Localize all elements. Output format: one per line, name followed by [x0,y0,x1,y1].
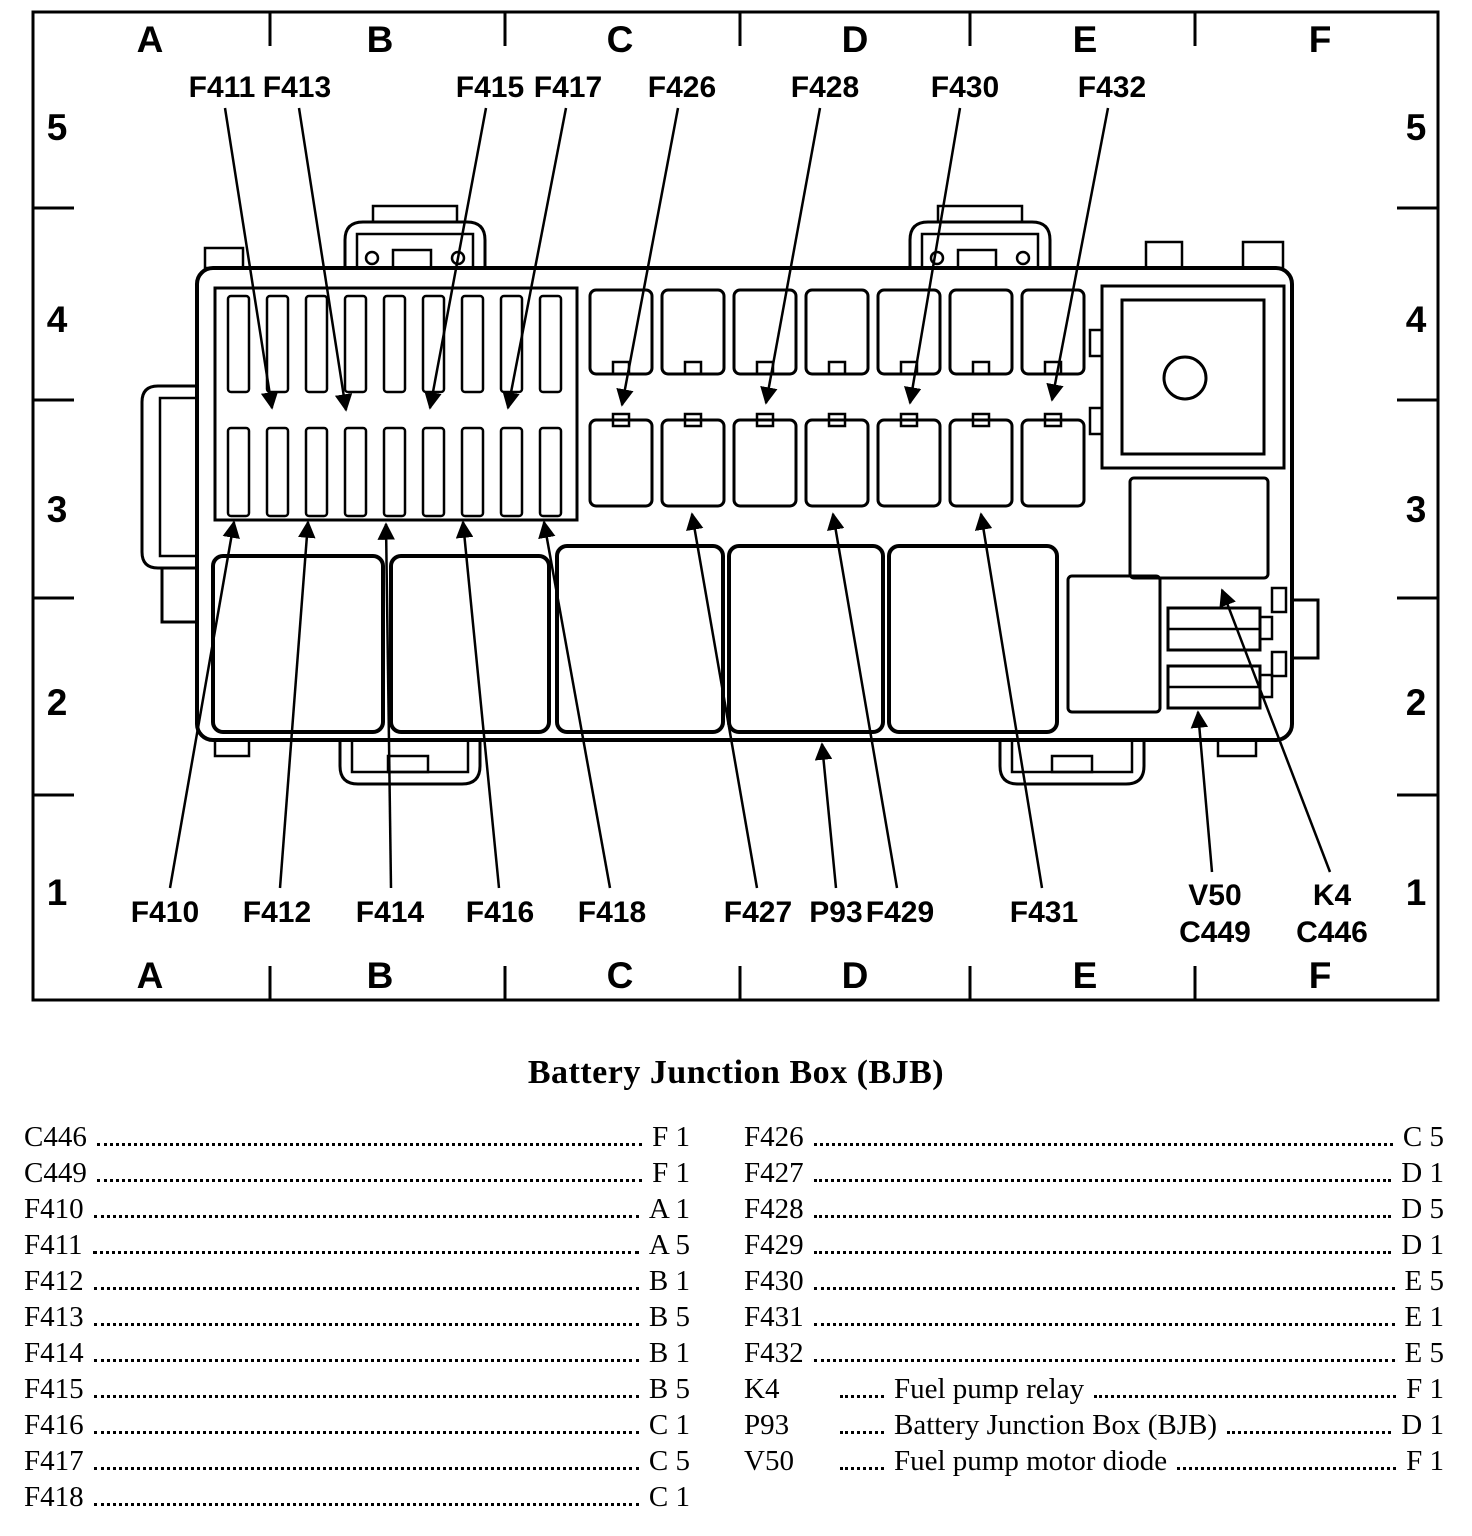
legend-ref: C 5 [648,1445,690,1477]
dot-leader [1177,1467,1396,1470]
callout-label: F413 [262,71,332,104]
grid-ticks-top [270,12,1195,46]
legend-label: F413 [24,1301,84,1333]
dot-leader [840,1431,884,1434]
legend-entry [24,1334,690,1370]
legend-entry [744,1442,1444,1478]
legend-ref: D 1 [1401,1409,1444,1441]
callout-label: F415 [455,71,525,104]
legend-label: F417 [24,1445,84,1477]
leader-line [544,522,610,888]
diagram-title: Battery Junction Box (BJB) [527,1054,945,1091]
dot-leader [94,1359,639,1362]
callout-labels-bottom [131,879,1368,949]
dot-leader [97,1143,642,1146]
grid-ticks-bottom [270,966,1195,1000]
legend-entry [744,1298,1444,1334]
relay-narrow [1068,576,1160,712]
mini-fuse-slot [267,296,288,392]
callout-labels-top [189,71,1147,104]
leader-line [981,514,1042,888]
row-label: 2 [46,682,68,723]
dot-leader [840,1395,884,1398]
cartridge-fuse [734,420,796,506]
legend-entry [744,1262,1444,1298]
legend-ref: C 1 [648,1409,690,1441]
callout-label: F417 [533,71,603,104]
row-label: 3 [46,489,68,530]
cartridge-fuse [806,420,868,506]
component-circle [1164,357,1206,399]
leader-line [170,522,234,888]
mini-fuse-slot [228,296,249,392]
callout-label: F414 [355,896,425,929]
legend-description: Fuel pump relay [894,1373,1085,1405]
legend-label: F414 [24,1337,84,1369]
legend-ref: A 5 [648,1229,690,1261]
dot-leader [94,1287,639,1290]
dot-leader [94,1215,639,1218]
legend-entry [24,1478,690,1514]
side-bracket-left [142,386,197,568]
legend-label: F429 [744,1229,804,1261]
column-label: C [606,955,634,996]
legend-label: F426 [744,1121,804,1153]
dot-leader [94,1323,639,1326]
row-label: 2 [1405,682,1427,723]
callout-label: F410 [130,896,200,929]
grid-column-labels-bottom [137,955,1332,996]
component-outline [1102,286,1284,468]
cartridge-fuse [950,420,1012,506]
dot-leader [814,1287,1395,1290]
leader-line [280,522,308,888]
row-label: 1 [46,872,68,913]
legend-ref: D 5 [1401,1193,1444,1225]
relay-k4-outline [1130,478,1268,578]
mini-fuse-slot [462,428,483,516]
cartridge-fuse [878,420,940,506]
mini-fuse-slot [501,428,522,516]
grid-row-labels-right [1406,107,1427,913]
mini-fuse-slot [423,428,444,516]
callout-label: F431 [1009,896,1079,929]
legend-column-right [734,1118,1444,1514]
callout-label: F426 [647,71,717,104]
legend-entry [24,1370,690,1406]
dot-leader [814,1143,1393,1146]
dot-leader [93,1251,639,1254]
legend-ref: E 1 [1404,1301,1444,1333]
legend-label: F410 [24,1193,84,1225]
callout-label-v50: V50 [1188,879,1242,912]
leader-line [508,108,566,408]
legend-label: K4 [744,1373,780,1405]
callout-label: F416 [465,896,535,929]
mounting-tab-bottom-left [340,740,480,784]
legend-ref: B 5 [648,1373,690,1405]
mini-fuse-slot [540,296,561,392]
leader-line [1222,590,1330,872]
legend-label: F415 [24,1373,84,1405]
leader-line [622,108,678,405]
legend-ref: B 5 [648,1301,690,1333]
dot-leader [814,1251,1392,1254]
dot-leader [94,1503,639,1506]
mini-fuse-slot [345,296,366,392]
legend-ref: D 1 [1401,1157,1444,1189]
callout-label: F411 [188,71,256,104]
legend-ref: D 1 [1401,1229,1444,1261]
legend-ref: F 1 [1406,1373,1444,1405]
legend-entry [24,1298,690,1334]
column-label: D [841,955,869,996]
dot-leader [94,1395,639,1398]
legend-label: V50 [744,1445,794,1477]
legend-label: F416 [24,1409,84,1441]
relay-row [213,546,1160,732]
dot-leader [814,1179,1392,1182]
legend-entry [744,1370,1444,1406]
mini-fuse-slot [228,428,249,516]
legend-entry [24,1118,690,1154]
legend-label: F432 [744,1337,804,1369]
mini-fuse-slot [384,428,405,516]
legend-ref: F 1 [652,1121,690,1153]
circle-component [1090,286,1284,468]
legend-ref: E 5 [1404,1337,1444,1369]
relay-square [557,546,723,732]
row-label: 5 [1405,107,1427,148]
legend-entry [744,1334,1444,1370]
callout-label: F432 [1077,71,1147,104]
dot-leader [1094,1395,1396,1398]
mini-fuse-slot [306,296,327,392]
legend-label: P93 [744,1409,790,1441]
callout-label-c449: C449 [1179,916,1251,949]
legend-label: C449 [24,1157,87,1189]
legend-label: F418 [24,1481,84,1513]
mini-fuse-block [215,288,577,520]
dot-leader [814,1215,1392,1218]
leader-line [463,522,499,888]
dot-leader [94,1431,639,1434]
diode-connectors-v50 [1168,608,1272,708]
side-nub-right [1292,600,1318,658]
cartridge-fuse [1022,420,1084,506]
callout-label: F418 [577,896,647,929]
mini-fuse-slot [306,428,327,516]
grid-row-labels-left [47,107,68,913]
row-label: 4 [1405,299,1427,340]
column-label: A [136,955,164,996]
mini-fuse-slot [462,296,483,392]
legend-entry [744,1226,1444,1262]
legend-ref: F 1 [652,1157,690,1189]
dot-leader [1227,1431,1391,1434]
legend-entry [24,1154,690,1190]
column-label: B [366,955,394,996]
column-label: B [366,19,394,60]
callout-label: F428 [790,71,860,104]
legend-description: Battery Junction Box (BJB) [894,1409,1218,1441]
legend-ref: B 1 [648,1337,690,1369]
mini-fuse-slot [384,296,405,392]
mini-fuse-slot [267,428,288,516]
cartridge-fuse-block [590,290,1084,506]
leader-line [910,108,960,403]
row-label: 4 [46,299,68,340]
row-label: 3 [1405,489,1427,530]
leader-line [766,108,820,403]
relay-square [729,546,883,732]
callout-label: F427 [723,896,793,929]
legend-ref: C 1 [648,1481,690,1513]
row-label: 5 [46,107,68,148]
legend-ref: B 1 [648,1265,690,1297]
legend-entry [24,1226,690,1262]
leader-line [430,108,486,408]
legend-entry [24,1442,690,1478]
column-label: F [1308,19,1332,60]
legend-label: F411 [24,1229,83,1261]
column-label: C [606,19,634,60]
mini-fuse-slot [540,428,561,516]
callout-label-k4: K4 [1312,879,1352,912]
dot-leader [840,1467,884,1470]
grid-column-labels-top [137,19,1332,60]
column-label: A [136,19,164,60]
dot-leader [97,1179,642,1182]
mini-fuse-slot [345,428,366,516]
legend-label: F427 [744,1157,804,1189]
callout-label-c446: C446 [1296,916,1368,949]
legend-entry [744,1406,1444,1442]
legend-description: Fuel pump motor diode [894,1445,1168,1477]
relay-square [889,546,1057,732]
legend-entry [744,1190,1444,1226]
callout-label: P93 [809,896,863,929]
legend-label: F412 [24,1265,84,1297]
leader-line [822,744,836,888]
legend-entry [24,1406,690,1442]
legend-ref: F 1 [1406,1445,1444,1477]
column-label: E [1072,955,1098,996]
cartridge-fuse [662,420,724,506]
cartridge-fuse [590,420,652,506]
column-label: F [1308,955,1332,996]
callout-label: F429 [865,896,935,929]
dot-leader [814,1359,1395,1362]
legend-label: F430 [744,1265,804,1297]
legend-ref: A 1 [648,1193,690,1225]
legend-label: C446 [24,1121,87,1153]
callout-label: F430 [930,71,1000,104]
dot-leader [814,1323,1395,1326]
fuse-box-outline [197,268,1292,740]
legend-ref: E 5 [1404,1265,1444,1297]
legend-label: F428 [744,1193,804,1225]
callout-label: F412 [242,896,312,929]
dot-leader [94,1467,639,1470]
legend-entry [744,1154,1444,1190]
legend-label: F431 [744,1301,804,1333]
mini-fuse-slot [501,296,522,392]
legend-entry [24,1190,690,1226]
column-label: E [1072,19,1098,60]
row-label: 1 [1405,872,1427,913]
legend-entry [24,1262,690,1298]
legend-ref: C 5 [1402,1121,1444,1153]
leader-line [1198,712,1212,872]
component-inner [1122,300,1264,454]
legend-column-left [24,1118,734,1514]
column-label: D [841,19,869,60]
legend-index [24,1118,1444,1514]
legend-entry [744,1118,1444,1154]
